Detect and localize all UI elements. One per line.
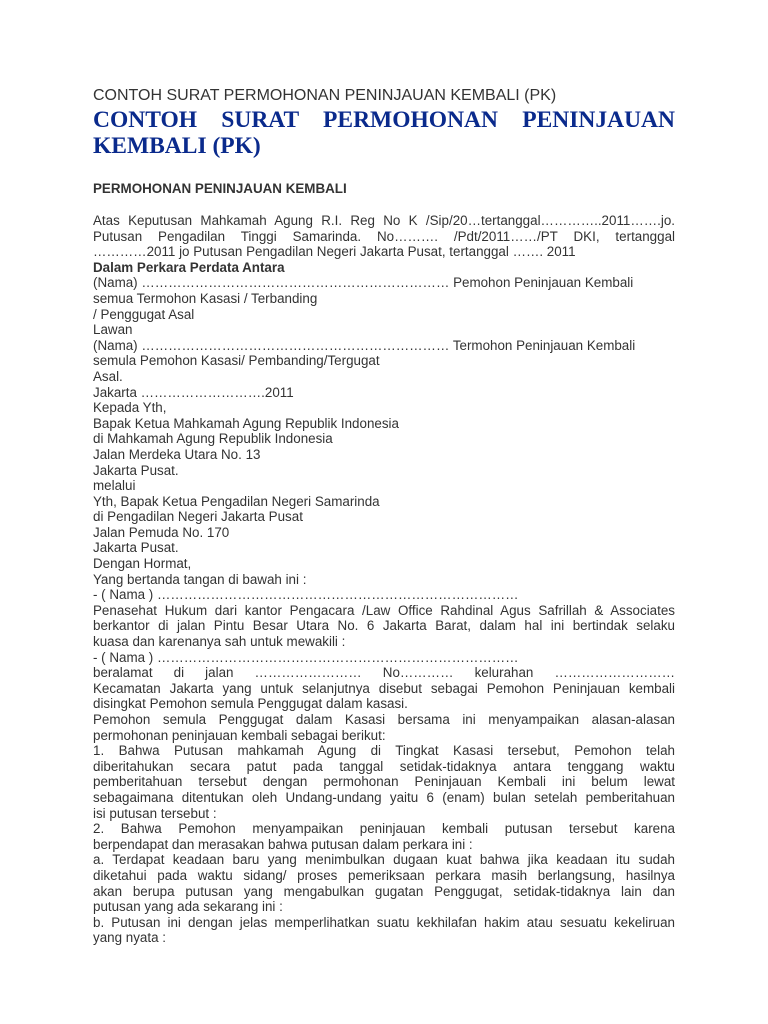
text-line: (Nama) …………………………………………………………… Termohon Peninjauan Kembali xyxy=(93,337,636,353)
text-line: disingkat Pemohon semula Penggugat dalam kasasi. xyxy=(93,696,408,712)
text-line: Dengan Hormat, xyxy=(93,556,192,572)
text-line: b. Putusan ini dengan jelas memperlihatkan suatu kekhilafan hakim atau sesuatu kekeliruan xyxy=(93,914,675,930)
text-line: / Penggugat Asal xyxy=(93,306,195,322)
text-line: akan berupa putusan yang mengabulkan gugatan Penggugat, setidak-tidaknya lain dan xyxy=(93,883,675,899)
text-line: Dalam Perkara Perdata Antara xyxy=(93,259,285,275)
text-line: di Pengadilan Negeri Jakarta Pusat xyxy=(93,509,303,525)
text-line: semua Termohon Kasasi / Terbanding xyxy=(93,290,318,306)
text-line: permohonan peninjauan kembali sebagai berikut: xyxy=(93,727,386,743)
text-line: kuasa dan karenanya sah untuk mewakili : xyxy=(93,634,346,650)
text-line: Putusan Pengadilan Tinggi Samarinda. No………. /Pdt/2011……/PT DKI, tertanggal xyxy=(93,228,675,244)
page-title: CONTOH SURAT PERMOHONAN PENINJAUAN KEMBALI (PK) xyxy=(93,87,557,104)
text-line: - ( Nama ) ……………………………………………………………………… xyxy=(93,649,519,665)
text-line: Yth, Bapak Ketua Pengadilan Negeri Samarinda xyxy=(93,493,380,509)
text-line: melalui xyxy=(93,478,136,494)
text-line: Atas Keputusan Mahkamah Agung R.I. Reg No K /Sip/20…tertanggal…………..2011…….jo. xyxy=(93,213,675,228)
text-line: Jakarta Pusat. xyxy=(93,540,179,556)
text-line: Yang bertanda tangan di bawah ini : xyxy=(93,571,307,587)
text-line: 2. Bahwa Pemohon menyampaikan peninjauan kembali putusan tersebut karena xyxy=(93,821,675,837)
text-line: diberitahukan secara patut pada tanggal setidak-tidaknya antara tenggang waktu xyxy=(93,758,675,774)
text-line: pemberitahuan tersebut dengan permohonan Peninjauan Kembali ini belum lewat xyxy=(93,774,675,790)
text-line: - ( Nama ) ……………………………………………………………………… xyxy=(93,587,519,603)
text-line: di Mahkamah Agung Republik Indonesia xyxy=(93,431,333,447)
text-line: Bapak Ketua Mahkamah Agung Republik Indonesia xyxy=(93,415,399,431)
document-title-line: CONTOH SURAT PERMOHONAN PENINJAUAN xyxy=(93,107,675,133)
text-line: putusan yang ada sekarang ini : xyxy=(93,899,283,915)
text-line: a. Terdapat keadaan baru yang menimbulkan dugaan kuat bahwa jika keadaan itu sudah xyxy=(93,852,675,868)
text-line: Jakarta ……………………….2011 xyxy=(93,384,294,400)
text-line: diketahui pada waktu sidang/ proses pemeriksaan perkara masih berlangsung, hasilnya xyxy=(93,867,675,883)
document-body xyxy=(93,213,675,946)
section-heading: PERMOHONAN PENINJAUAN KEMBALI xyxy=(93,181,347,196)
document-title xyxy=(93,107,675,159)
document-page xyxy=(93,86,675,946)
text-line: Jalan Pemuda No. 170 xyxy=(93,524,230,540)
text-line: beralamat di jalan …………………… No………… kelurahan ……………………… xyxy=(93,665,675,681)
text-line: semula Pemohon Kasasi/ Pembanding/Tergugat xyxy=(93,353,380,369)
text-line: Jakarta Pusat. xyxy=(93,462,179,478)
text-line: Lawan xyxy=(93,322,133,338)
text-line: Pemohon semula Penggugat dalam Kasasi bersama ini menyampaikan alasan-alasan xyxy=(93,712,675,727)
text-line: Penasehat Hukum dari kantor Pengacara /Law Office Rahdinal Agus Safrillah & Associates xyxy=(93,602,675,618)
text-line: Jalan Merdeka Utara No. 13 xyxy=(93,446,261,462)
text-line: isi putusan tersebut : xyxy=(93,805,217,821)
document-title-line: KEMBALI (PK) xyxy=(93,133,261,159)
text-line: berpendapat dan merasakan bahwa putusan dalam perkara ini : xyxy=(93,836,473,852)
text-line: Asal. xyxy=(93,368,123,384)
text-line: 1. Bahwa Putusan mahkamah Agung di Tingkat Kasasi tersebut, Pemohon telah xyxy=(93,743,675,759)
text-line: yang nyata : xyxy=(93,930,166,946)
text-line: (Nama) …………………………………………………………… Pemohon Peninjauan Kembali xyxy=(93,275,634,291)
text-line: berkantor di jalan Pintu Besar Utara No. 6 Jakarta Barat, dalam hal ini bertindak selaku xyxy=(93,618,675,634)
text-line: …………2011 jo Putusan Pengadilan Negeri Jakarta Pusat, tertanggal ……. 2011 xyxy=(93,244,576,260)
text-line: Kecamatan Jakarta yang untuk selanjutnya disebut sebagai Pemohon Peninjauan kembali xyxy=(93,680,675,696)
text-line: Kepada Yth, xyxy=(93,400,167,416)
text-line: sebagaimana ditentukan oleh Undang-undang yaitu 6 (enam) bulan setelah pemberitahuan xyxy=(93,789,675,805)
